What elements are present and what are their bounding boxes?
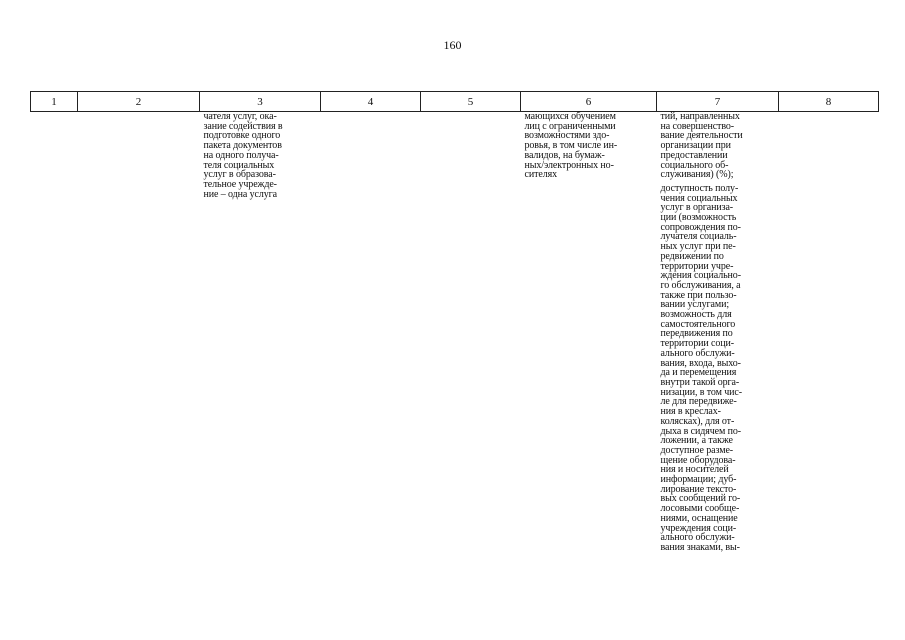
page-number: 160 bbox=[443, 38, 462, 52]
cell-col-7-paragraph-2: доступность полу- чения социальных услуг в организа- ции (возможность сопровождения по- лучателя социаль- ных услуг при пе- редвижении по территории учре- ждения социально- го обслуживания, а также при пользо- вании услугами; возможность для самостоятельного передвижения по территории соци- ального обслужи- вания, входа, выхо- да и перемещения внутри такой орга- низации, в том чис- ле для передвиже- ния в креслах- колясках), для от- дыха в сидячем по- ложении, а также доступное разме- щение оборудова- ния и носителей информации; дуб- лирование тексто- вых сообщений го- лосовыми сообще- ниями, оснащение учреждения соци- ального обслужи- вания знаками, вы- bbox=[660, 182, 742, 553]
cell-col-8 bbox=[779, 112, 879, 553]
column-header-1: 1 bbox=[31, 92, 78, 112]
cell-col-7-paragraph-1: тий, направленных на совершенство- вание деятельности организации при предоставлении социального об- служивания) (%); bbox=[660, 111, 743, 181]
cell-col-4 bbox=[321, 112, 421, 553]
column-header-4: 4 bbox=[321, 92, 421, 112]
cell-col-6 bbox=[521, 112, 657, 553]
table-row bbox=[31, 112, 879, 553]
cell-col-5 bbox=[421, 112, 521, 553]
services-table bbox=[30, 91, 879, 553]
header-row bbox=[31, 92, 879, 112]
cell-col-6-text: мающихся обучением лиц с ограниченными возможностями здо- ровья, в том числе ин- валидов, на бумаж- ных/электронных но- сителях bbox=[524, 111, 618, 181]
column-header-8: 8 bbox=[779, 92, 879, 112]
cell-col-1 bbox=[31, 112, 78, 553]
cell-col-3-text: чателя услуг, ока- зание содействия в подготовке одного пакета документов на одного получа- теля социальных услуг в образова- тельное учрежде- ние – одна услуга bbox=[203, 111, 283, 200]
cell-col-3 bbox=[200, 112, 321, 553]
column-header-7: 7 bbox=[657, 92, 779, 112]
column-header-2: 2 bbox=[78, 92, 200, 112]
cell-col-7 bbox=[657, 112, 779, 553]
column-header-6: 6 bbox=[521, 92, 657, 112]
column-header-3: 3 bbox=[200, 92, 321, 112]
cell-col-2 bbox=[78, 112, 200, 553]
column-header-5: 5 bbox=[421, 92, 521, 112]
